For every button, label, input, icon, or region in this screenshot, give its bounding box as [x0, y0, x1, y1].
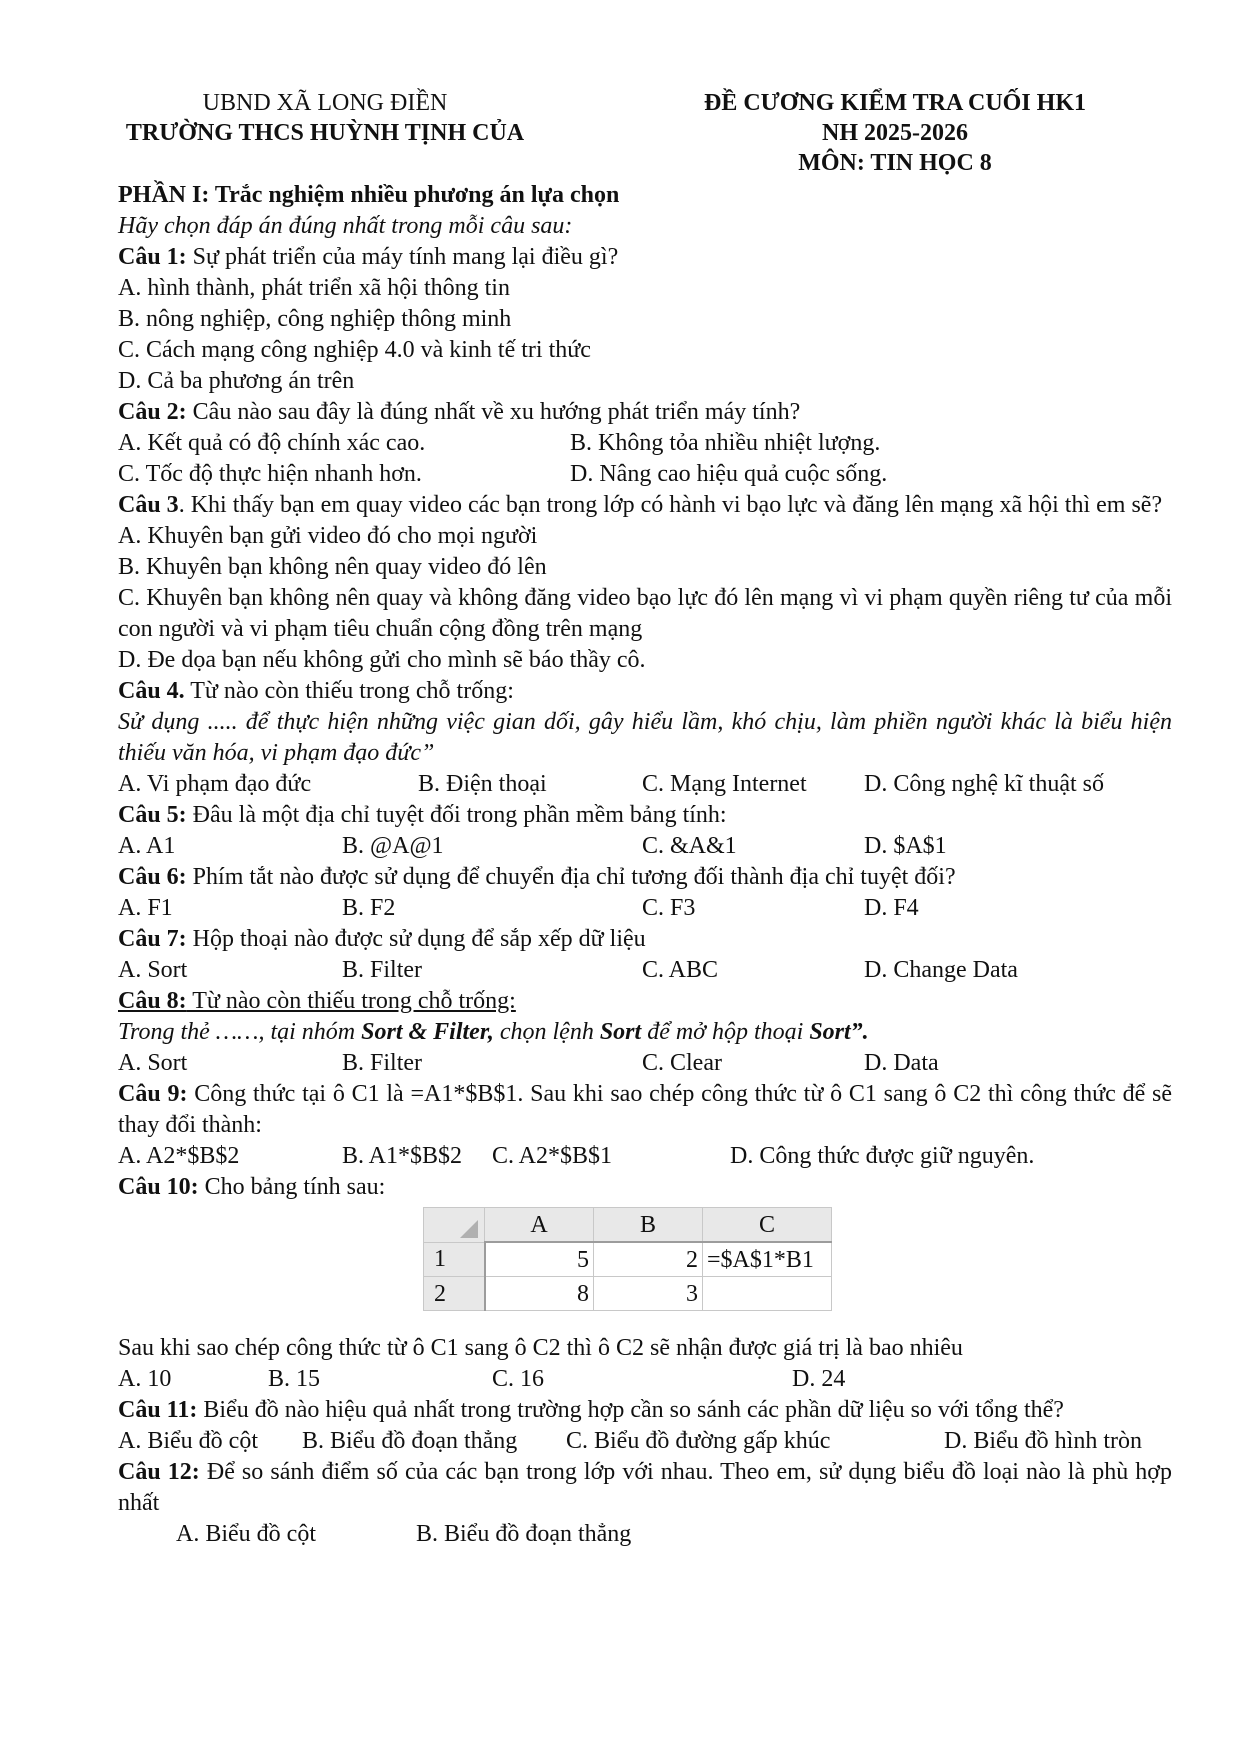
question-4 [118, 676, 1172, 707]
q9-option-b: B. A1*$B$2 [342, 1143, 463, 1169]
q5-option-c: C. &A&1 [642, 833, 737, 859]
q8-quote [118, 1017, 1172, 1048]
q2-option-c: C. Tốc độ thực hiện nhanh hơn. [118, 461, 422, 487]
question-text: Sự phát triển của máy tính mang lại điều gì? [186, 244, 619, 270]
q3-option-a: A. Khuyên bạn gửi video đó cho mọi người [118, 523, 538, 549]
q4-option-a: A. Vi phạm đạo đức [118, 771, 312, 797]
q6-option-b: B. F2 [342, 895, 396, 921]
table-row [424, 1277, 832, 1311]
q5-option-a: A. A1 [118, 833, 176, 859]
question-10 [118, 1172, 1172, 1203]
question-text: Phím tắt nào được sử dụng để chuyển địa chỉ tương đối thành địa chỉ tuyệt đối? [186, 864, 956, 890]
commune-name: UBND XÃ LONG ĐIỀN [202, 90, 448, 116]
question-label: Câu 8: [118, 988, 187, 1014]
q2-option-d: D. Nâng cao hiệu quả cuộc sống. [570, 461, 888, 487]
question-label: Câu 10: [118, 1174, 199, 1200]
cell-b1: 2 [594, 1242, 703, 1277]
q11-options [118, 1426, 1172, 1457]
q8-option-b: B. Filter [342, 1050, 423, 1076]
q1-option-b: B. nông nghiệp, công nghiệp thông minh [118, 306, 512, 332]
q6-option-a: A. F1 [118, 895, 173, 921]
q8-option-a: A. Sort [118, 1050, 188, 1076]
q12-option-a: A. Biểu đồ cột [176, 1521, 316, 1547]
q4-option-d: D. Công nghệ kĩ thuật số [864, 771, 1104, 797]
q5-option-b: B. @A@1 [342, 833, 444, 859]
question-label: Câu 7: [118, 926, 187, 952]
quote-bold: Sort”. [809, 1019, 869, 1045]
question-6 [118, 862, 1172, 893]
q3-option-d: D. Đe dọa bạn nếu không gửi cho mình sẽ báo thầy cô. [118, 647, 646, 673]
question-text: Từ nào còn thiếu trong chỗ trống: [184, 678, 514, 704]
q7-option-d: D. Change Data [864, 957, 1018, 983]
q4-option-b: B. Điện thoại [418, 771, 547, 797]
q11-option-d: D. Biểu đồ hình tròn [944, 1428, 1142, 1454]
spreadsheet-table [423, 1207, 832, 1311]
column-header-c: C [703, 1208, 832, 1243]
cell-c1: =$A$1*B1 [703, 1242, 832, 1277]
q11-option-c: C. Biểu đồ đường gấp khúc [566, 1428, 831, 1454]
q6-option-d: D. F4 [864, 895, 919, 921]
q9-option-d: D. Công thức được giữ nguyên. [730, 1143, 1035, 1169]
q3-option-c: C. Khuyên bạn không nên quay và không đăng video bạo lực đó lên mạng vì vi phạm quyền riêng tư của mỗi con người và vi phạm tiêu chuẩn cộng đồng trên mạng [118, 585, 1172, 642]
quote-part: để mở hộp thoại [641, 1019, 810, 1045]
question-7 [118, 924, 1172, 955]
quote-bold: Sort & Filter, [361, 1019, 494, 1045]
q12-options [118, 1519, 1172, 1550]
table-row [424, 1242, 832, 1277]
q4-option-c: C. Mạng Internet [642, 771, 807, 797]
quote-part: Trong thẻ ……, tại nhóm [118, 1019, 362, 1045]
question-12 [118, 1457, 1172, 1519]
q5-options [118, 831, 1172, 862]
cell-c2 [703, 1277, 832, 1311]
q6-option-c: C. F3 [642, 895, 696, 921]
q10-followup: Sau khi sao chép công thức từ ô C1 sang ô C2 thì ô C2 sẽ nhận được giá trị là bao nhiêu [118, 1335, 963, 1361]
q1-option-d: D. Cả ba phương án trên [118, 368, 355, 394]
column-header-a: A [485, 1208, 594, 1243]
question-9 [118, 1079, 1172, 1141]
exam-title: ĐỀ CƯƠNG KIỂM TRA CUỐI HK1 [703, 90, 1087, 116]
q10-option-b: B. 15 [268, 1366, 321, 1392]
row-header: 2 [424, 1277, 485, 1311]
q7-option-c: C. ABC [642, 957, 719, 983]
question-text: Biểu đồ nào hiệu quả nhất trong trường hợp cần so sánh các phần dữ liệu so với tổng thể? [197, 1397, 1064, 1423]
q7-option-b: B. Filter [342, 957, 423, 983]
q2-option-b: B. Không tỏa nhiều nhiệt lượng. [570, 430, 881, 456]
school-year: NH 2025-2026 [822, 120, 968, 146]
q9-option-a: A. A2*$B$2 [118, 1143, 240, 1169]
school-header [80, 88, 570, 148]
q2-options-row-2 [118, 459, 1172, 490]
question-label: Câu 9: [118, 1081, 188, 1107]
question-text: Từ nào còn thiếu trong chỗ trống: [186, 988, 516, 1014]
row-header: 1 [424, 1242, 485, 1277]
cell-a2: 8 [485, 1277, 594, 1311]
q8-option-d: D. Data [864, 1050, 939, 1076]
q2-options-row-1 [118, 428, 1172, 459]
question-label: Câu 4. [118, 678, 185, 704]
quote-bold: Sort [599, 1019, 642, 1045]
q12-option-b: B. Biểu đồ đoạn thẳng [416, 1521, 632, 1547]
q9-options [118, 1141, 1172, 1172]
question-label: Câu 2: [118, 399, 187, 425]
section-instruction: Hãy chọn đáp án đúng nhất trong mỗi câu sau: [118, 213, 573, 239]
cell-b2: 3 [594, 1277, 703, 1311]
q8-options [118, 1048, 1172, 1079]
quote-part: chọn lệnh [493, 1019, 600, 1045]
question-2 [118, 397, 1172, 428]
subject: MÔN: TIN HỌC 8 [798, 150, 992, 176]
q10-option-c: C. 16 [492, 1366, 545, 1392]
question-text: Hộp thoại nào được sử dụng để sắp xếp dữ liệu [186, 926, 646, 952]
q9-option-c: C. A2*$B$1 [492, 1143, 613, 1169]
question-label: Câu 11: [118, 1397, 198, 1423]
question-label: Câu 5: [118, 802, 187, 828]
question-text: Để so sánh điểm số của các bạn trong lớp với nhau. Theo em, sử dụng biểu đồ loại nào là phù hợp nhất [118, 1459, 1173, 1516]
question-1 [118, 242, 1172, 273]
section-title [118, 180, 1172, 211]
q1-option-c: C. Cách mạng công nghiệp 4.0 và kinh tế tri thức [118, 337, 591, 363]
q5-option-d: D. $A$1 [864, 833, 947, 859]
question-text: Câu nào sau đây là đúng nhất về xu hướng phát triển máy tính? [186, 399, 801, 425]
q10-options [118, 1364, 1172, 1395]
header-row [424, 1208, 832, 1243]
question-label: Câu 12: [118, 1459, 200, 1485]
q7-options [118, 955, 1172, 986]
q10-option-d: D. 24 [792, 1366, 846, 1392]
question-label: Câu 6: [118, 864, 187, 890]
question-label: Câu 3 [118, 492, 179, 518]
q11-option-a: A. Biểu đồ cột [118, 1428, 258, 1454]
q3-option-b: B. Khuyên bạn không nên quay video đó lên [118, 554, 547, 580]
section-text: Trắc nghiệm nhiều phương án lựa chọn [209, 182, 620, 208]
select-all-corner [424, 1208, 485, 1243]
q1-option-a: A. hình thành, phát triển xã hội thông tin [118, 275, 510, 301]
question-text: Đâu là một địa chỉ tuyệt đối trong phần mềm bảng tính: [186, 802, 727, 828]
q11-option-b: B. Biểu đồ đoạn thẳng [302, 1428, 518, 1454]
question-11 [118, 1395, 1172, 1426]
section-label: PHẦN I: [118, 182, 210, 208]
exam-header [640, 88, 1150, 178]
question-8 [118, 986, 1172, 1017]
q2-option-a: A. Kết quả có độ chính xác cao. [118, 430, 426, 456]
question-text: Công thức tại ô C1 là =A1*$B$1. Sau khi sao chép công thức từ ô C1 sang ô C2 thì công thức để sẽ thay đổi thành: [118, 1081, 1173, 1138]
question-3 [118, 490, 1172, 521]
question-label: Câu 1: [118, 244, 187, 270]
school-name: TRƯỜNG THCS HUỲNH TỊNH CỦA [125, 120, 525, 146]
spreadsheet-figure [118, 1203, 1172, 1333]
q7-option-a: A. Sort [118, 957, 188, 983]
q4-quote: Sử dụng ..... để thực hiện những việc gian dối, gây hiểu lầm, khó chịu, làm phiền người khác là biểu hiện thiếu văn hóa, vi phạm đạo đức” [118, 709, 1172, 766]
question-5 [118, 800, 1172, 831]
corner-triangle-icon [460, 1220, 478, 1238]
q8-option-c: C. Clear [642, 1050, 722, 1076]
q10-option-a: A. 10 [118, 1366, 172, 1392]
cell-a1: 5 [485, 1242, 594, 1277]
column-header-b: B [594, 1208, 703, 1243]
question-text: Cho bảng tính sau: [198, 1174, 386, 1200]
q4-options [118, 769, 1172, 800]
q6-options [118, 893, 1172, 924]
question-text: . Khi thấy bạn em quay video các bạn trong lớp có hành vi bạo lực và đăng lên mạng xã hội thì em sẽ? [178, 492, 1163, 518]
exam-content [118, 180, 1172, 1550]
